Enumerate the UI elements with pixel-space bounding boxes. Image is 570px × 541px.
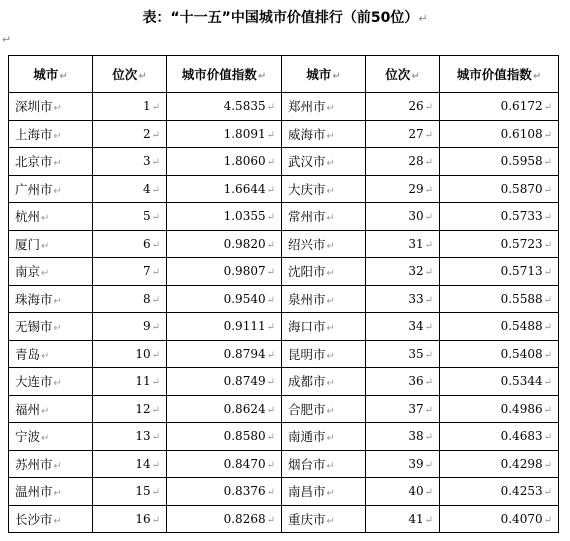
rank-cell: 33↵ [366,285,440,313]
city-cell: 珠海市↵ [9,285,93,313]
table-row [9,175,559,203]
rank-cell: 3↵ [93,148,167,176]
value-cell: 1.8091↵ [167,120,282,148]
city-cell: 福州↵ [9,395,93,423]
rank-cell: 34↵ [366,313,440,341]
rank-cell: 27↵ [366,120,440,148]
table-row [9,230,559,258]
value-cell: 0.8470↵ [167,450,282,478]
rank-cell: 5↵ [93,203,167,231]
city-cell: 大庆市↵ [282,175,366,203]
value-cell: 0.9540↵ [167,285,282,313]
value-cell: 0.8624↵ [167,395,282,423]
rank-cell: 6↵ [93,230,167,258]
rank-cell: 10↵ [93,340,167,368]
rank-cell: 2↵ [93,120,167,148]
header-rank-right: 位次↵ [366,56,440,93]
value-cell: 0.8268↵ [167,505,282,533]
table-row [9,368,559,396]
city-cell: 郑州市↵ [282,93,366,121]
city-cell: 重庆市↵ [282,505,366,533]
city-cell: 杭州↵ [9,203,93,231]
city-cell: 南通市↵ [282,423,366,451]
table-row [9,203,559,231]
header-city-left: 城市↵ [9,56,93,93]
table-row [9,340,559,368]
table-row [9,285,559,313]
value-cell: 1.6644↵ [167,175,282,203]
rank-cell: 15↵ [93,478,167,506]
city-cell: 海口市↵ [282,313,366,341]
value-cell: 0.5733↵ [440,203,559,231]
value-cell: 0.9807↵ [167,258,282,286]
rank-cell: 41↵ [366,505,440,533]
table-title-text: 表：“十一五”中国城市价值排行（前50位） [142,10,419,26]
city-cell: 沈阳市↵ [282,258,366,286]
value-cell: 0.5713↵ [440,258,559,286]
table-header-row [9,56,559,93]
value-cell: 0.5958↵ [440,148,559,176]
city-cell: 泉州市↵ [282,285,366,313]
value-cell: 0.8794↵ [167,340,282,368]
value-cell: 0.5723↵ [440,230,559,258]
table-row [9,505,559,533]
rank-cell: 26↵ [366,93,440,121]
city-cell: 烟台市↵ [282,450,366,478]
city-value-ranking-table [8,55,559,533]
header-rank-left: 位次↵ [93,56,167,93]
value-cell: 0.6172↵ [440,93,559,121]
rank-cell: 39↵ [366,450,440,478]
city-cell: 大连市↵ [9,368,93,396]
city-cell: 温州市↵ [9,478,93,506]
rank-cell: 32↵ [366,258,440,286]
city-cell: 深圳市↵ [9,93,93,121]
table-row [9,478,559,506]
table-row [9,148,559,176]
rank-cell: 28↵ [366,148,440,176]
table-row [9,395,559,423]
table-row [9,258,559,286]
rank-cell: 13↵ [93,423,167,451]
table-body [9,93,559,533]
city-cell: 上海市↵ [9,120,93,148]
rank-cell: 37↵ [366,395,440,423]
rank-cell: 30↵ [366,203,440,231]
value-cell: 1.0355↵ [167,203,282,231]
city-cell: 武汉市↵ [282,148,366,176]
rank-cell: 29↵ [366,175,440,203]
header-value-left: 城市价值指数↵ [167,56,282,93]
rank-cell: 38↵ [366,423,440,451]
table-row [9,450,559,478]
value-cell: 0.9820↵ [167,230,282,258]
value-cell: 0.5344↵ [440,368,559,396]
city-cell: 常州市↵ [282,203,366,231]
rank-cell: 9↵ [93,313,167,341]
value-cell: 0.5588↵ [440,285,559,313]
rank-cell: 11↵ [93,368,167,396]
rank-cell: 1↵ [93,93,167,121]
table-row [9,313,559,341]
city-cell: 长沙市↵ [9,505,93,533]
table-row [9,120,559,148]
rank-cell: 7↵ [93,258,167,286]
rank-cell: 14↵ [93,450,167,478]
value-cell: 0.5408↵ [440,340,559,368]
city-cell: 青岛↵ [9,340,93,368]
value-cell: 0.4253↵ [440,478,559,506]
table-row [9,423,559,451]
value-cell: 0.4683↵ [440,423,559,451]
city-cell: 厦门↵ [9,230,93,258]
value-cell: 0.4298↵ [440,450,559,478]
rank-cell: 8↵ [93,285,167,313]
value-cell: 0.5870↵ [440,175,559,203]
header-city-right: 城市↵ [282,56,366,93]
table-title [0,6,570,30]
value-cell: 0.9111↵ [167,313,282,341]
header-value-right: 城市价值指数↵ [440,56,559,93]
city-cell: 昆明市↵ [282,340,366,368]
city-cell: 北京市↵ [9,148,93,176]
value-cell: 0.4986↵ [440,395,559,423]
value-cell: 0.8376↵ [167,478,282,506]
city-cell: 合肥市↵ [282,395,366,423]
city-cell: 广州市↵ [9,175,93,203]
city-cell: 南京↵ [9,258,93,286]
city-cell: 苏州市↵ [9,450,93,478]
value-cell: 0.4070↵ [440,505,559,533]
paragraph-mark-icon: ↵ [418,12,428,25]
value-cell: 0.8580↵ [167,423,282,451]
city-cell: 绍兴市↵ [282,230,366,258]
value-cell: 1.8060↵ [167,148,282,176]
value-cell: 0.8749↵ [167,368,282,396]
rank-cell: 36↵ [366,368,440,396]
rank-cell: 12↵ [93,395,167,423]
rank-cell: 4↵ [93,175,167,203]
value-cell: 4.5835↵ [167,93,282,121]
city-cell: 南昌市↵ [282,478,366,506]
city-cell: 威海市↵ [282,120,366,148]
value-cell: 0.5488↵ [440,313,559,341]
table-row [9,93,559,121]
rank-cell: 40↵ [366,478,440,506]
value-cell: 0.6108↵ [440,120,559,148]
rank-cell: 16↵ [93,505,167,533]
city-cell: 无锡市↵ [9,313,93,341]
city-cell: 宁波↵ [9,423,93,451]
rank-cell: 31↵ [366,230,440,258]
city-cell: 成都市↵ [282,368,366,396]
rank-cell: 35↵ [366,340,440,368]
paragraph-mark-icon: ↵ [2,33,12,46]
